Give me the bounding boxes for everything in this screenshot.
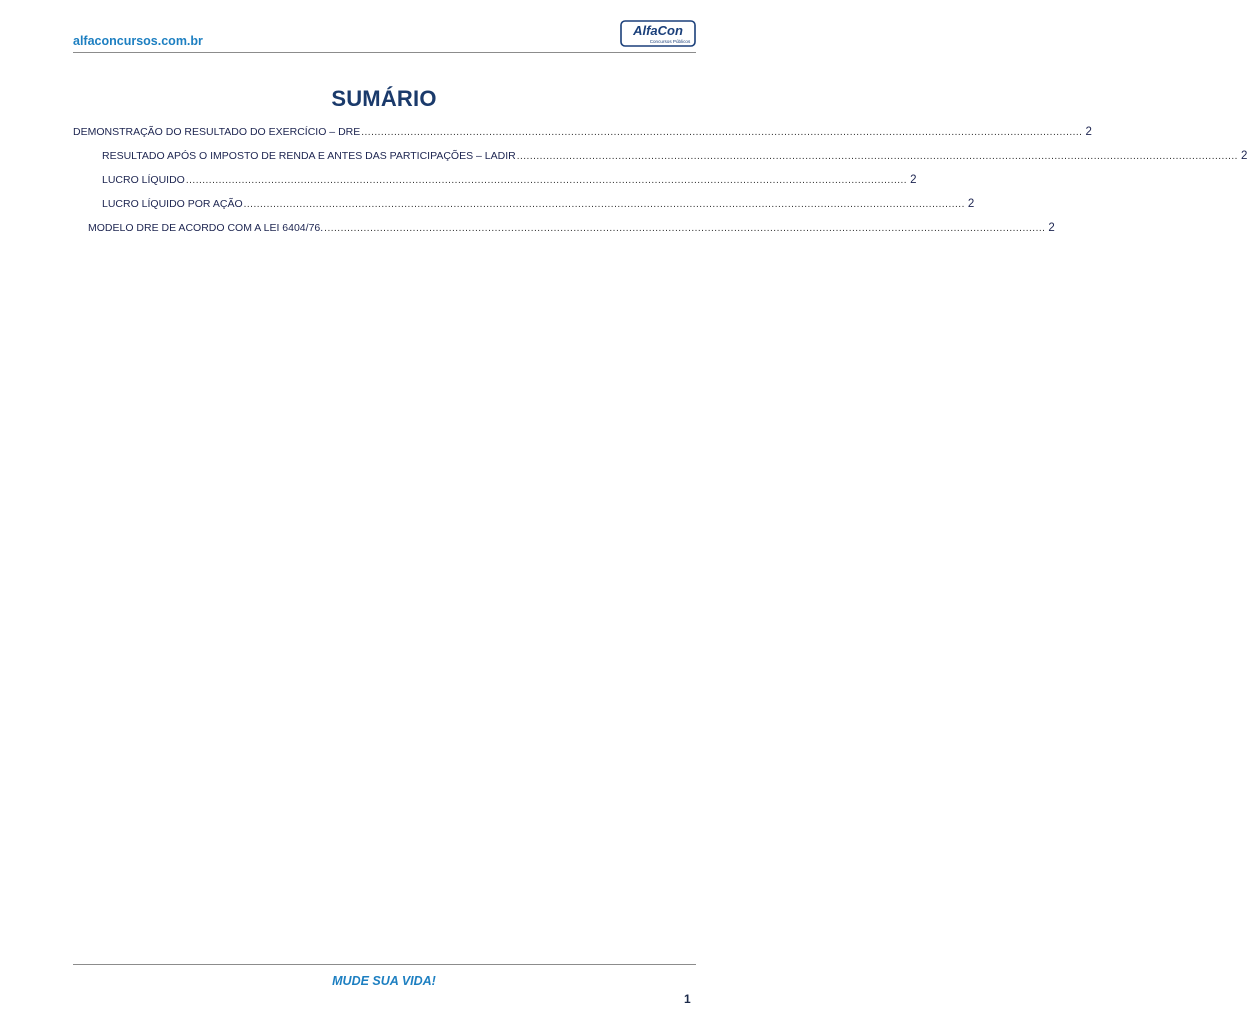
header-divider xyxy=(73,52,696,53)
toc-leader-dots: ............................................................................................................................................................................................................................ xyxy=(324,223,1046,234)
toc-entry-page: 2 xyxy=(967,198,975,210)
page-number: 1 xyxy=(684,992,691,1006)
toc-entry-text: LUCRO LÍQUIDO xyxy=(102,174,185,186)
footer-divider xyxy=(73,964,696,965)
table-of-contents xyxy=(73,126,1247,246)
toc-entry-lucro-por-acao[interactable] xyxy=(73,198,975,222)
logo-subtext: Concursos Públicos xyxy=(649,39,691,44)
page-title: SUMÁRIO xyxy=(331,86,437,111)
toc-leader-dots: ............................................................................................................................................................................................................................ xyxy=(516,151,1238,162)
toc-entry-dre[interactable] xyxy=(73,126,1092,150)
toc-leader-dots: ............................................................................................................................................................................................................................ xyxy=(361,127,1083,138)
toc-entry-ladir[interactable] xyxy=(73,150,1247,174)
toc-entry-page: 2 xyxy=(1085,126,1092,138)
toc-leader-dots: ............................................................................................................................................................................................................................ xyxy=(185,175,908,186)
toc-entry-page: 2 xyxy=(910,174,917,186)
toc-entry-lucro-liquido[interactable] xyxy=(73,174,917,198)
footer-slogan: MUDE SUA VIDA! xyxy=(332,974,436,988)
toc-entry-page: 2 xyxy=(1240,150,1247,162)
toc-entry-text: DEMONSTRAÇÃO DO RESULTADO DO EXERCÍCIO – DRE xyxy=(73,126,361,138)
toc-entry-text: MODELO DRE DE ACORDO COM A LEI 6404/76. xyxy=(88,222,324,234)
site-link[interactable]: alfaconcursos.com.br xyxy=(73,34,203,48)
alfacon-logo xyxy=(620,20,696,47)
toc-entry-text: LUCRO LÍQUIDO POR AÇÃO xyxy=(102,198,243,210)
toc-entry-page: 2 xyxy=(1048,222,1055,234)
toc-entry-modelo-dre[interactable] xyxy=(73,222,1055,246)
toc-leader-dots: ............................................................................................................................................................................................................................ xyxy=(243,199,965,210)
logo-text: AlfaCon xyxy=(633,23,683,38)
toc-entry-text: RESULTADO APÓS O IMPOSTO DE RENDA E ANTES DAS PARTICIPAÇÕES – LADIR xyxy=(102,150,516,162)
